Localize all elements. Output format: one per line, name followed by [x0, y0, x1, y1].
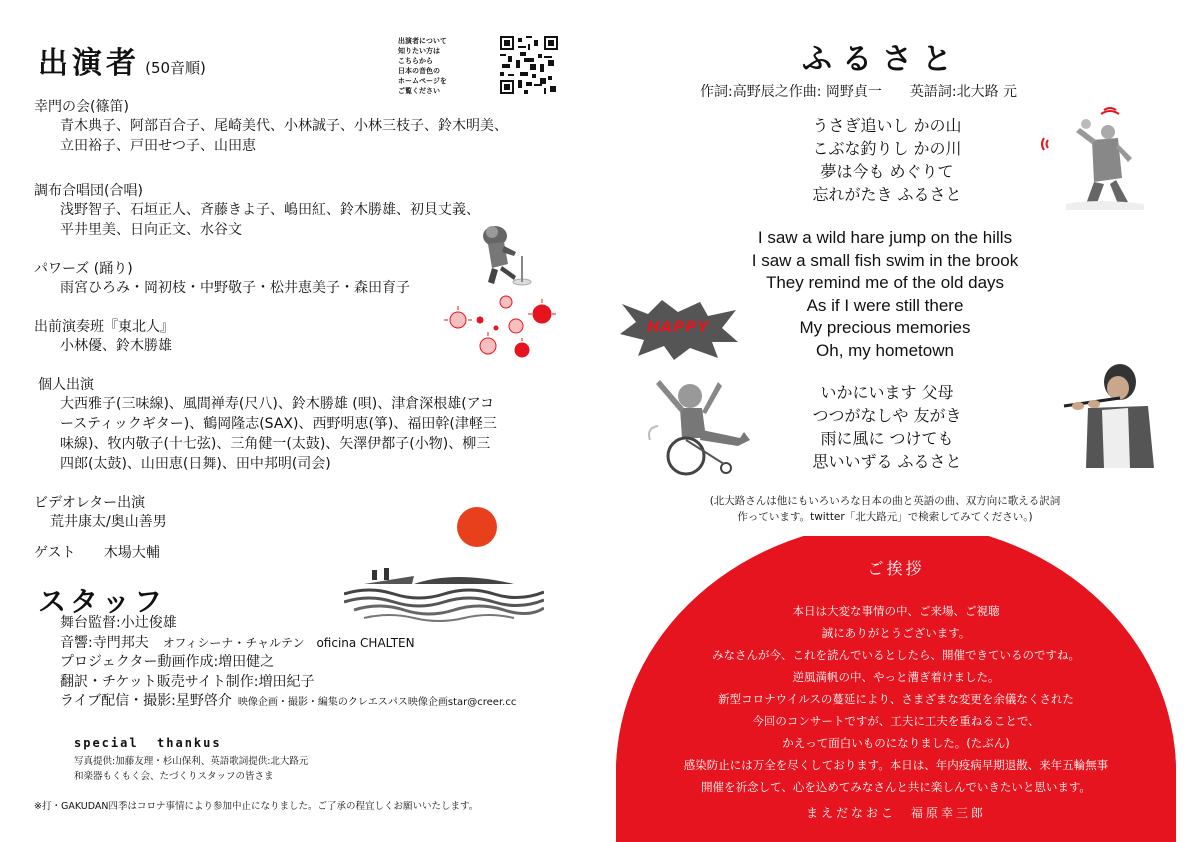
greeting-line: みなさんが今、これを読んでいるとしたら、開催できているのですね。	[712, 648, 1080, 662]
lyric-line: 忘れがたき ふるさと	[812, 185, 962, 204]
qr-note-line: 出演者について	[398, 37, 447, 45]
lyric-line: 雨に風に つけても	[820, 429, 954, 448]
note-line: (北大路さんは他にもいろいろな日本の曲と英語の曲、双方向に歌える訳詞	[709, 495, 1061, 507]
performers-heading	[38, 38, 206, 82]
qr-note-line: ご覧ください	[398, 87, 440, 95]
english-line: I saw a small fish swim in the brook	[751, 250, 1019, 270]
boat-waves-illustration-icon	[344, 562, 544, 622]
virus-illustration-icon	[438, 290, 558, 368]
song-credits: 作詞:高野辰之作曲: 岡野貞一 英語詞:北大路 元	[700, 84, 1018, 100]
verse-one	[752, 114, 1022, 206]
greeting-signature: まえだなおこ 福原幸三郎	[805, 806, 986, 820]
staff-role: 音響:寺門邦夫	[60, 634, 149, 651]
dancer-illustration-icon	[470, 222, 532, 288]
english-line: They remind me of the old days	[765, 273, 1005, 292]
lyric-line: つつがなしや 友がき	[812, 406, 962, 425]
flute-player-illustration-icon	[1058, 360, 1158, 470]
english-line: I saw a wild hare jump on the hills	[757, 228, 1013, 247]
guest-label: ゲスト	[34, 545, 76, 561]
greeting-line: 今回のコンサートですが、工夫に工夫を重ねることで、	[752, 714, 1040, 728]
thanks-lines	[74, 754, 308, 784]
song-title: ふるさと	[802, 42, 962, 77]
staff-extra: オフィシーナ・チャルテン oficina CHALTEN	[162, 635, 415, 650]
staff-role: ライブ配信・撮影:星野啓介	[60, 693, 232, 709]
group-heading: 個人出演	[38, 377, 94, 393]
staff-role: 翻訳・チケット販売サイト制作:増田紀子	[60, 673, 315, 690]
greeting-line: 新型コロナウイルスの蔓延により、さまざまな変更を余儀なくされた	[718, 692, 1074, 706]
staff-row	[60, 653, 580, 673]
lyric-line: うさぎ追いし かの山	[812, 116, 962, 135]
english-lyrics	[700, 227, 1070, 362]
note-line: 作っています。twitter「北大路元」で検索してみてください。)	[737, 511, 1033, 523]
lyric-line: いかにいます 父母	[820, 383, 954, 402]
group-block	[34, 96, 574, 180]
greeting-line: かえって面白いものになりました。(たぶん)	[782, 736, 1010, 750]
translator-note	[680, 493, 1090, 525]
staff-row	[60, 673, 580, 693]
lyric-line: こぶな釣りし かの川	[812, 139, 962, 158]
staff-title: スタッフ	[38, 585, 167, 618]
staff-role: 舞台監督:小辻俊雄	[60, 615, 177, 631]
member-line: 平井里美、日向正文、水谷文	[60, 222, 242, 238]
staff-role: プロジェクター動画作成:増田健之	[60, 654, 275, 670]
english-line: As if I were still there	[806, 295, 964, 315]
member-line: 大西雅子(三味線)、風間禅寿(尺八)、鈴木勝雄 (唄)、津倉深根雄(アコ	[60, 396, 494, 412]
qr-note-line: 知りたい方は	[398, 47, 440, 55]
qr-note-line: ホームページを	[398, 77, 447, 85]
member-line: 立田裕子、戸田せつ子、山田恵	[60, 138, 256, 154]
happy-text: HAPPY	[646, 318, 709, 336]
staff-row	[60, 692, 580, 713]
thanks-line: 和楽器もくもく会、たづくりスタッフの皆さま	[74, 771, 274, 782]
member-line: 青木典子、阿部百合子、尾崎美代、小林誠子、小林三枝子、鈴木明美、	[60, 118, 508, 134]
performers-title: 出演者	[38, 46, 140, 81]
greeting-line: 誠にありがとうございます。	[821, 626, 971, 640]
staff-list	[60, 614, 580, 713]
qr-note-line: こちらから	[398, 57, 433, 65]
greeting-line: 本日は大変な事情の中、ご来場、ご視聴	[792, 604, 1000, 618]
greeting-body	[616, 600, 1176, 798]
member-line: 浅野智子、石垣正人、斉藤きよ子、嶋田紅、鈴木勝雄、初貝丈義、	[60, 202, 480, 218]
member-line: 四郎(太鼓)、山田恵(日舞)、田中邦明(司会)	[60, 456, 331, 472]
footnote: ※打・GAKUDAN四季はコロナ事情により参加中止になりました。ご了承の程宜しくお願いいたします。	[34, 801, 479, 812]
guest-name: 木場大輔	[103, 545, 160, 561]
greeting-title: ご挨拶	[867, 559, 925, 578]
greeting-line: 逆風満帆の中、やっと漕ぎ着けました。	[792, 670, 1000, 684]
group-heading: 調布合唱団(合唱)	[34, 183, 143, 199]
group-block	[34, 374, 574, 492]
member-line: 小林優、鈴木勝雄	[60, 338, 172, 354]
english-line: My precious memories	[799, 318, 971, 337]
juggler-illustration-icon	[1036, 104, 1146, 214]
member-line: 荒井康太/奥山善男	[50, 514, 167, 530]
group-heading: 幸門の会(篠笛)	[34, 99, 129, 115]
member-line: 雨宮ひろみ・岡初枝・中野敬子・松井恵美子・森田育子	[60, 280, 410, 296]
staff-row	[60, 634, 580, 654]
thanks-title: special thankus	[74, 736, 222, 750]
wheelchair-illustration-icon	[640, 368, 770, 478]
group-heading: ビデオレター出演	[34, 495, 146, 511]
staff-extra: 映像企画・撮影・編集のクレエスパス映像企画star@creer.cc	[237, 697, 517, 708]
lyric-line: 夢は今も めぐりて	[820, 162, 954, 181]
member-line: 味線)、牧内敬子(十七弦)、三角健一(太鼓)、矢澤伊都子(小物)、柳三	[60, 436, 491, 452]
member-line: ースティックギター)、鶴岡隆志(SAX)、西野明恵(箏)、福田幹(津軽三	[60, 416, 497, 432]
verse-two	[752, 381, 1022, 473]
group-heading: パワーズ (踊り)	[34, 261, 133, 277]
rising-sun-icon	[456, 506, 498, 548]
staff-row	[60, 614, 580, 634]
greeting-line: 感染防止には万全を尽くしております。本日は、年内疫病早期退散、来年五輪無事	[683, 758, 1109, 772]
thanks-line: 写真提供:加藤友理・杉山保利、英語歌詞提供:北大路元	[74, 756, 309, 767]
qr-note-line: 日本の音色の	[398, 67, 440, 75]
performers-subtitle: (50音順)	[145, 59, 206, 77]
group-heading: 出前演奏班『東北人』	[34, 319, 174, 335]
lyric-line: 思いいずる ふるさと	[812, 452, 962, 471]
qr-code-icon[interactable]	[500, 36, 558, 94]
qr-note	[398, 36, 496, 96]
english-line: Oh, my hometown	[816, 340, 954, 360]
greeting-line: 開催を祈念して、心を込めてみなさんと共に楽しんでいきたいと思います。	[701, 780, 1091, 794]
